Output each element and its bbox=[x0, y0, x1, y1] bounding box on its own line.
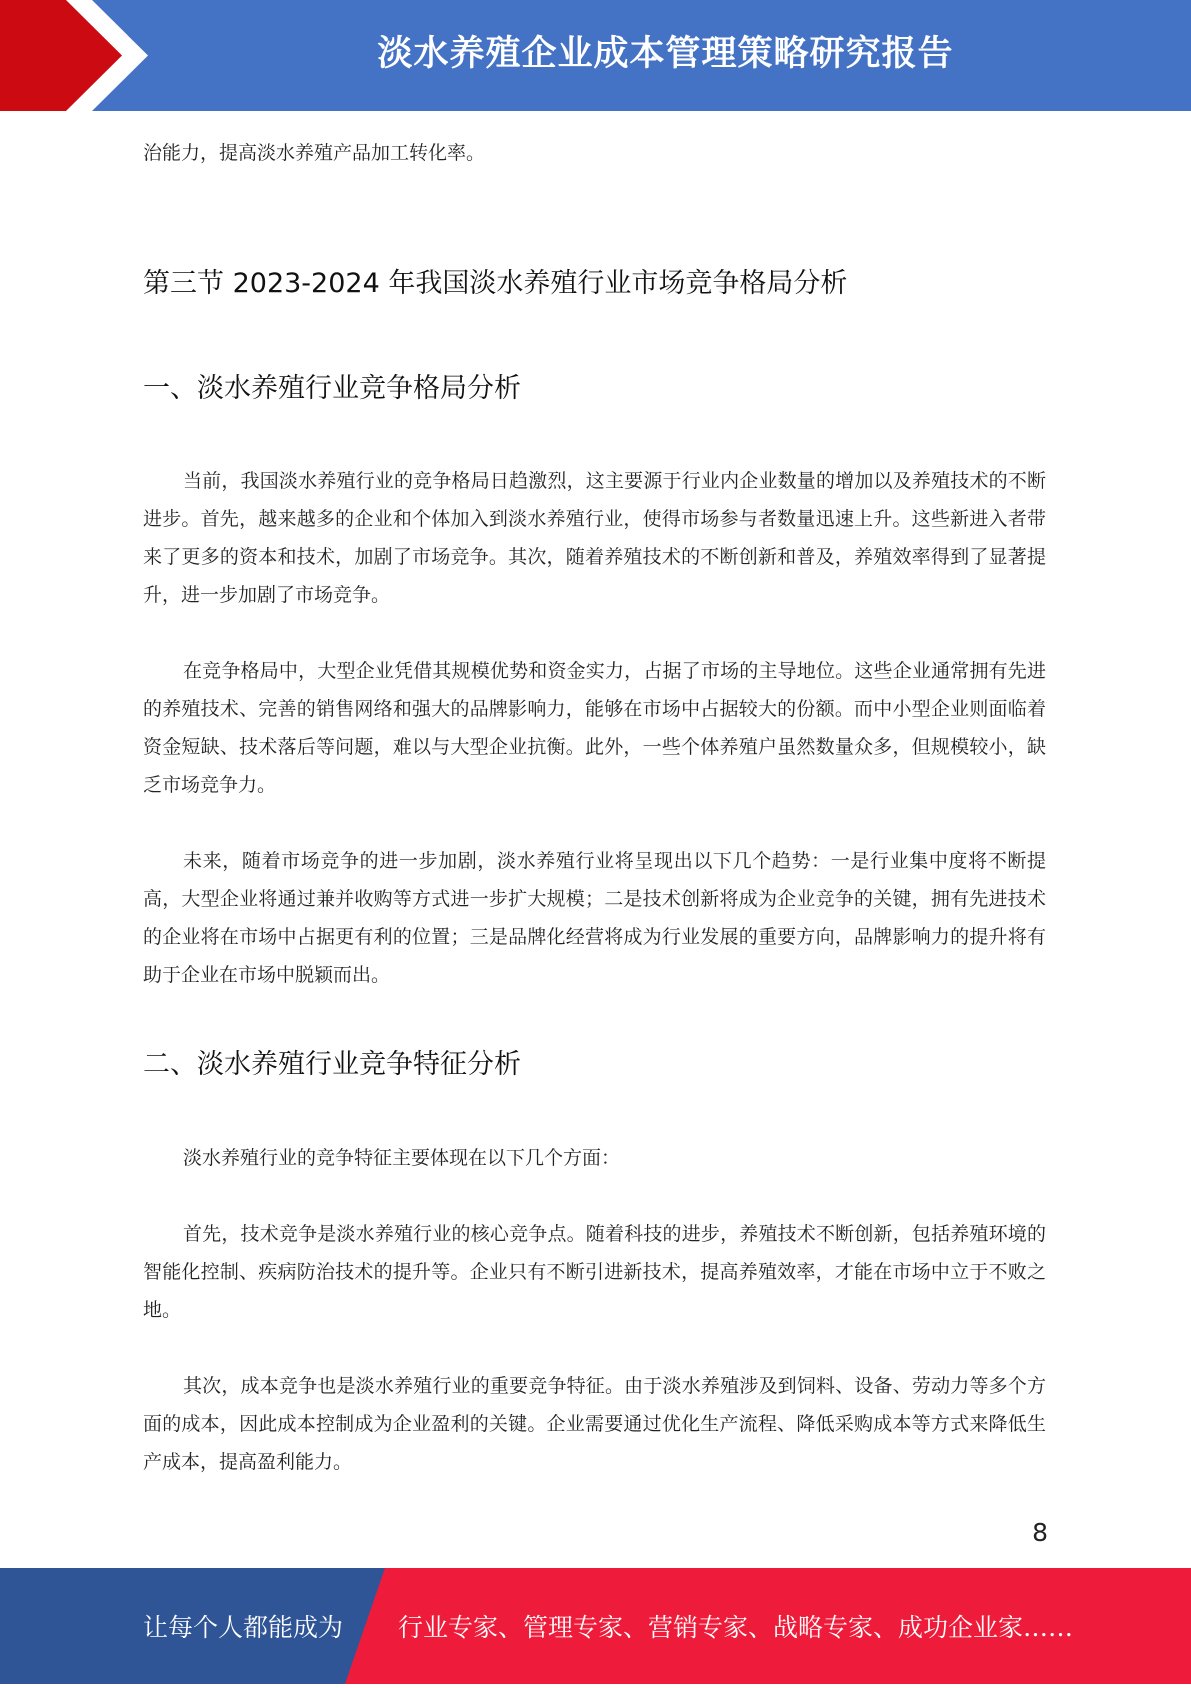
paragraph: 其次，成本竞争也是淡水养殖行业的重要竞争特征。由于淡水养殖涉及到饲料、设备、劳动力等多个方面的成本，因此成本控制成为企业盈利的关键。企业需要通过优化生产流程、降低采购成本等方式来降低生产成本，提高盈利能力。 bbox=[143, 1375, 1046, 1473]
page-header bbox=[0, 0, 1191, 111]
subsection-title-1: 一、淡水养殖行业竞争格局分析 bbox=[143, 373, 521, 404]
report-title: 淡水养殖企业成本管理策略研究报告 bbox=[377, 34, 954, 74]
paragraph: 首先，技术竞争是淡水养殖行业的核心竞争点。随着科技的进步，养殖技术不断创新，包括养殖环境的智能化控制、疾病防治技术的提升等。企业只有不断引进新技术，提高养殖效率，才能在市场中立于不败之地。 bbox=[143, 1223, 1046, 1321]
page-number: 8 bbox=[1032, 1518, 1048, 1547]
footer-slogan-right: 行业专家、管理专家、营销专家、战略专家、成功企业家…… bbox=[398, 1613, 1074, 1642]
page-content bbox=[143, 130, 1046, 1481]
subsection-title-2: 二、淡水养殖行业竞争特征分析 bbox=[143, 1049, 521, 1080]
paragraph: 当前，我国淡水养殖行业的竞争格局日趋激烈，这主要源于行业内企业数量的增加以及养殖技术的不断进步。首先，越来越多的企业和个体加入到淡水养殖行业，使得市场参与者数量迅速上升。这些新进入者带来了更多的资本和技术，加剧了市场竞争。其次，随着养殖技术的不断创新和普及，养殖效率得到了显著提升，进一步加剧了市场竞争。 bbox=[143, 470, 1046, 606]
header-arrow-decoration bbox=[0, 0, 160, 111]
paragraph: 淡水养殖行业的竞争特征主要体现在以下几个方面： bbox=[183, 1147, 621, 1169]
section-title: 第三节 2023-2024 年我国淡水养殖行业市场竞争格局分析 bbox=[143, 268, 848, 299]
intro-continuation: 治能力，提高淡水养殖产品加工转化率。 bbox=[143, 142, 486, 164]
paragraph: 在竞争格局中，大型企业凭借其规模优势和资金实力，占据了市场的主导地位。这些企业通常拥有先进的养殖技术、完善的销售网络和强大的品牌影响力，能够在市场中占据较大的份额。而中小型企业则面临着资金短缺、技术落后等问题，难以与大型企业抗衡。此外，一些个体养殖户虽然数量众多，但规模较小，缺乏市场竞争力。 bbox=[143, 660, 1046, 796]
paragraph: 未来，随着市场竞争的进一步加剧，淡水养殖行业将呈现出以下几个趋势：一是行业集中度将不断提高，大型企业将通过兼并收购等方式进一步扩大规模；二是技术创新将成为企业竞争的关键，拥有先进技术的企业将在市场中占据更有利的位置；三是品牌化经营将成为行业发展的重要方向，品牌影响力的提升将有助于企业在市场中脱颖而出。 bbox=[143, 850, 1046, 986]
page-footer bbox=[0, 1568, 1191, 1684]
footer-slogan-left: 让每个人都能成为 bbox=[143, 1613, 344, 1642]
